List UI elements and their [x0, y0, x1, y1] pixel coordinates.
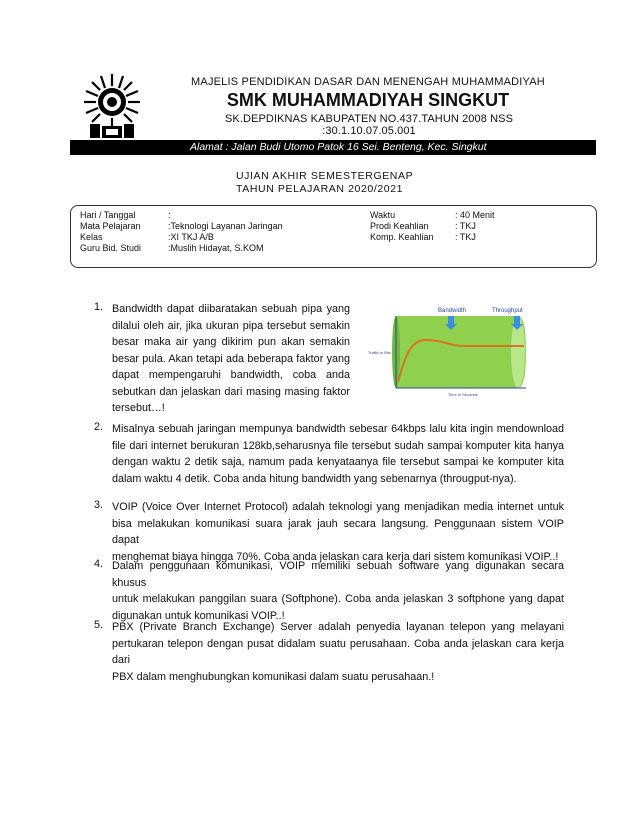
question-number: 3.	[94, 499, 104, 511]
bandwidth-arrow-icon	[448, 316, 454, 324]
info-left-values	[168, 210, 283, 254]
exam-title-block	[236, 170, 413, 196]
question-line: PBX dalam menghubungkan komunikasi dalam suatu perusahaan.!	[112, 670, 435, 683]
question-number: 1.	[94, 301, 104, 313]
question-line: sebutkan dan jelaskan dari masing masing faktor	[112, 385, 350, 398]
info-value: : TKJ	[455, 232, 476, 242]
question-line: besar pula. Akan tetapi ada beberapa faktor yang	[112, 352, 350, 365]
question-line: dilalui oleh air, jika ukuran pipa tersebut semakin	[112, 319, 350, 332]
info-label: Prodi Keahlian	[370, 221, 429, 231]
school-logo-icon	[78, 72, 146, 140]
question-1-text	[112, 301, 350, 417]
y-axis-label: Traffic in Bits	[368, 350, 391, 355]
question-line: VOIP (Voice Over Internet Protocol) adalah teknologi yang menjadikan media internet untuk	[112, 501, 564, 513]
info-value: :Muslih Hidayat, S.KOM	[168, 243, 264, 253]
question-line: Dalam penggunaan komunikasi, VOIP memiliki sebuah software yang digunakan secara khusus	[112, 560, 564, 589]
question-line: besar maka air yang dikirim pun akan semakin	[112, 336, 350, 348]
question-line: file dari internet berukuran 128kb,seharusnya file tersebut sudah sampai komputer kita hanya	[112, 439, 564, 452]
exam-title: UJIAN AKHIR SEMESTERGENAP	[236, 170, 414, 182]
question-line: bisa melakukan komunikasi suara jarak jauh secara langsung. Penggunaan sistem VOIP dapat	[112, 517, 564, 546]
info-value: : 40 Menit	[455, 210, 495, 220]
question-3-text	[112, 499, 564, 565]
exam-info-box	[70, 205, 597, 268]
question-line: pertukaran telepon dengan pusat didalam suatu perusahaan. Coba anda jelaskan cara kerja dari	[112, 637, 564, 666]
question-line: Misalnya sebuah jaringan mempunya bandwidth sebesar 64kbps lalu kita ingin mendownload	[112, 423, 564, 435]
school-name: SMK MUHAMMADIYAH SINGKUT	[226, 90, 510, 110]
question-line: dalam waktu 4 detik. Coba anda hitung bandwidth yang sebenarnya (througput-nya).	[112, 472, 517, 485]
question-line: tersebut…!	[112, 402, 165, 414]
question-number: 2.	[94, 421, 104, 433]
question-line: Bandwidth dapat diibaratakan sebuah pipa yang	[112, 303, 350, 315]
bandwidth-throughput-diagram	[366, 302, 536, 400]
question-line: dapat mempengaruhi bandwidth, coba anda	[112, 369, 350, 381]
info-label: Waktu	[370, 210, 396, 220]
throughput-arrow-icon	[514, 316, 520, 324]
school-address: Alamat : Jalan Budi Utomo Patok 16 Sei. Benteng, Kec. Singkut	[190, 141, 487, 153]
header-organization: MAJELIS PENDIDIKAN DASAR DAN MENENGAH MUHAMMADIYAH	[191, 76, 545, 88]
question-line: digunakan untuk komunikasi VOIP..!	[112, 609, 285, 622]
info-label: Komp. Keahlian	[370, 232, 434, 242]
bandwidth-label: Bandwidth	[438, 308, 467, 314]
info-label: Mata Pelajaran	[80, 221, 141, 231]
exam-year: TAHUN PELAJARAN 2020/2021	[236, 183, 404, 195]
info-left-labels	[80, 210, 141, 254]
question-line: PBX (Private Branch Exchange) Server adalah penyedia layanan telepon yang melayani	[112, 621, 564, 633]
x-axis-label: Time in Seconds	[448, 392, 478, 397]
info-label: Hari / Tanggal	[80, 210, 136, 220]
question-line: untuk melakukan panggilan suara (Softphone). Coba anda jelaskan 3 softphone yang dapat	[112, 593, 564, 605]
question-2-text	[112, 421, 564, 487]
question-number: 4.	[94, 558, 104, 570]
pipe-shape	[396, 316, 526, 388]
info-value: : TKJ	[455, 221, 476, 231]
header-decree: SK.DEPDIKNAS KABUPATEN NO.437.TAHUN 2008 NSS :30.1.10.07.05.001	[224, 113, 514, 137]
info-value: :XI TKJ A/B	[168, 232, 214, 242]
question-5-text	[112, 619, 564, 685]
info-value: :Teknologi Layanan Jaringan	[168, 221, 283, 231]
info-right-values	[455, 210, 495, 243]
info-right-labels	[370, 210, 434, 243]
info-label: Guru Bid. Studi	[80, 243, 142, 253]
throughput-label: Throughput	[492, 308, 523, 314]
question-number: 5.	[94, 619, 104, 631]
question-line: menghemat biaya hingga 70%. Coba anda jelaskan cara kerja dari sistem komunikasi VOIP..!	[112, 550, 559, 563]
info-label: Kelas	[80, 232, 103, 242]
question-4-text	[112, 558, 564, 624]
info-value: :	[168, 210, 171, 220]
question-line: dengan waktu 2 detik saja, namum pada kenyataanya file tersebut sampai ke komputer kita	[112, 456, 564, 468]
